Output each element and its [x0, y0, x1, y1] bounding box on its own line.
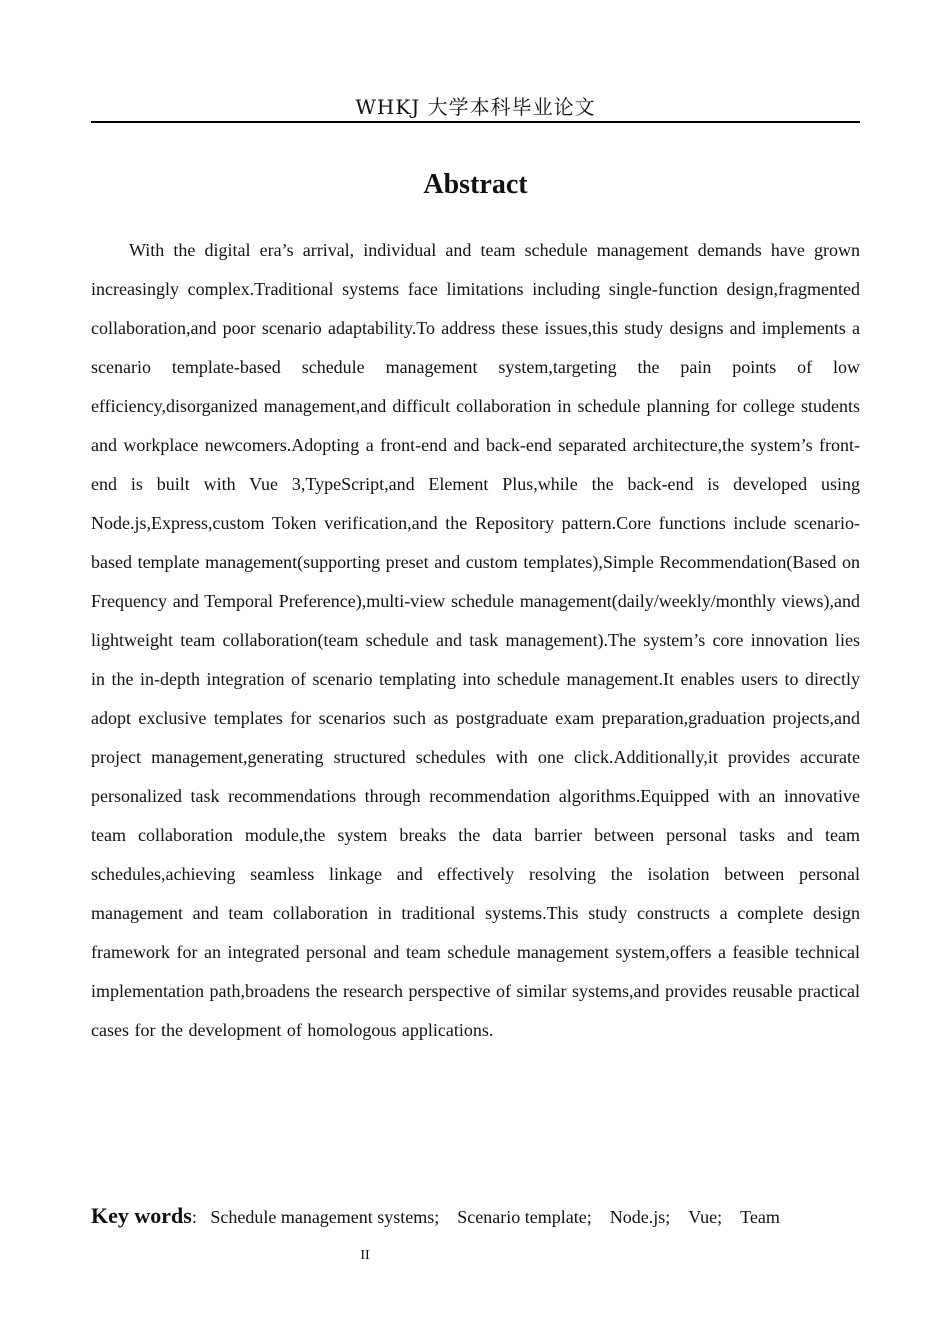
- running-header: WHKJ 大学本科毕业论文: [355, 95, 596, 119]
- keywords-line: [91, 1198, 860, 1235]
- keywords-label: Key words: [91, 1203, 192, 1228]
- keyword-item: Node.js;: [609, 1207, 671, 1227]
- header-rule: [91, 121, 860, 123]
- keyword-item: Scenario template;: [457, 1207, 592, 1227]
- abstract-title: Abstract: [423, 169, 528, 200]
- abstract-body: With the digital era’s arrival, individual and team schedule management demands have grown increasingly complex.Traditional systems face limitations including single-function design,fragmented collaboration,and poor scenario adaptability.To address these issues,this study designs and implements a scenario template-based schedule management system,targeting the pain points of low efficiency,disorganized management,and difficult collaboration in schedule planning for college students and workplace newcomers.Adopting a front-end and back-end separated architecture,the system’s front-end is built with Vue 3,TypeScript,and Element Plus,while the back-end is developed using Node.js,Express,custom Token verification,and the Repository pattern.Core functions include scenario-based template management(supporting preset and custom templates),Simple Recommendation(Based on Frequency and Temporal Preference),multi-view schedule management(daily/weekly/monthly views),and lightweight team collaboration(team schedule and task management).The system’s core innovation lies in the in-depth integration of scenario templating into schedule management.It enables users to directly adopt exclusive templates for scenarios such as postgraduate exam preparation,graduation projects,and project management,generating structured schedules with one click.Additionally,it provides accurate personalized task recommendations through recommendation algorithms.Equipped with an innovative team collaboration module,the system breaks the data barrier between personal tasks and team schedules,achieving seamless linkage and effectively resolving the isolation between personal management and team collaboration in traditional systems.This study constructs a complete design framework for an integrated personal and team schedule management system,offers a feasible technical implementation path,broadens the research perspective of similar systems,and provides reusable practical cases for the development of homologous applications.: [91, 240, 860, 1040]
- keyword-item: Team: [740, 1207, 780, 1227]
- keywords-separator: :: [191, 1207, 197, 1227]
- page-number: II: [360, 1248, 370, 1263]
- keyword-item: Vue;: [688, 1207, 723, 1227]
- keyword-item: Schedule management systems;: [210, 1207, 440, 1227]
